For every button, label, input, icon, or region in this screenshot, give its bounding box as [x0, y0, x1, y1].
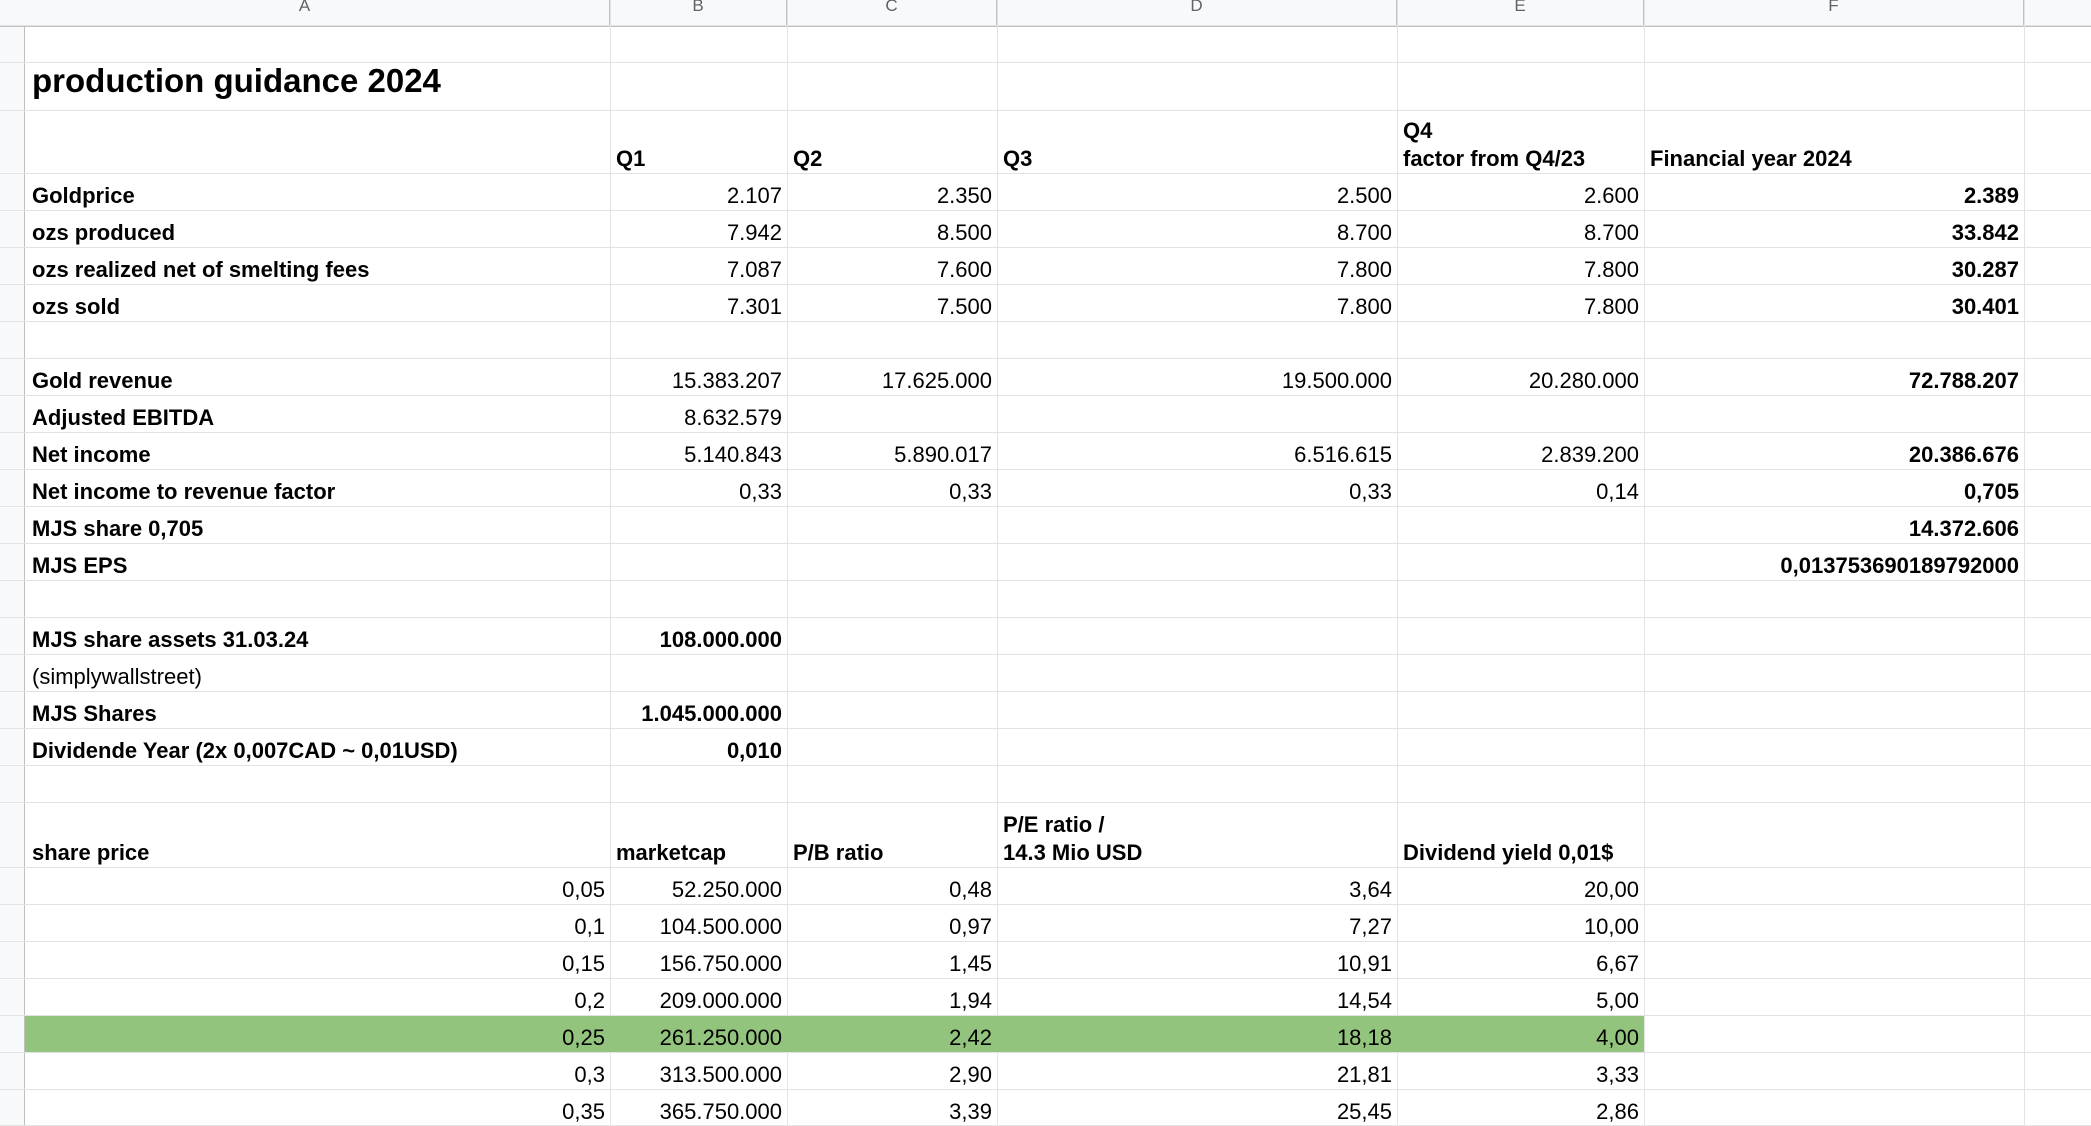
cell-q1[interactable]: 7.301: [726, 294, 782, 319]
header-pe-basis: 14.3 Mio USD: [1003, 840, 1143, 865]
cell-q3[interactable]: 7.800: [1336, 257, 1392, 282]
row-gridline: [0, 358, 2091, 359]
row-gridline: [0, 580, 2091, 581]
cell-marketcap[interactable]: 313.500.000: [659, 1062, 782, 1087]
cell-share-price[interactable]: 0,25: [562, 1025, 605, 1050]
header-q1[interactable]: Q1: [616, 146, 646, 171]
row-gridline: [0, 941, 2091, 942]
row-label[interactable]: MJS EPS: [32, 553, 128, 578]
dividend-value[interactable]: 0,010: [726, 738, 782, 763]
header-financial-year[interactable]: Financial year 2024: [1650, 146, 1852, 171]
cell-q3[interactable]: 7.800: [1336, 294, 1392, 319]
cell-marketcap[interactable]: 261.250.000: [659, 1025, 782, 1050]
cell-financial-year[interactable]: 30.401: [1951, 294, 2019, 319]
column-header-d[interactable]: D: [997, 0, 1397, 25]
column-gridline: [2024, 0, 2025, 1125]
cell-financial-year[interactable]: 33.842: [1951, 220, 2019, 245]
row-gridline: [0, 469, 2091, 470]
header-marketcap[interactable]: marketcap: [616, 840, 727, 865]
row-label[interactable]: ozs sold: [32, 294, 121, 319]
cell-share-price[interactable]: 0,3: [574, 1062, 605, 1087]
row-gridline: [0, 543, 2091, 544]
row-gridline: [0, 110, 2091, 111]
row-gridline: [0, 728, 2091, 729]
header-dividend-yield[interactable]: Dividend yield 0,01$: [1403, 840, 1614, 865]
row-gridline: [0, 802, 2091, 803]
row-label[interactable]: Goldprice: [32, 183, 135, 208]
header-q3[interactable]: Q3: [1003, 146, 1033, 171]
row-label[interactable]: Net income to revenue factor: [32, 479, 336, 504]
cell-q4[interactable]: 20.280.000: [1528, 368, 1639, 393]
cell-q3[interactable]: 8.700: [1336, 220, 1392, 245]
cell-q3[interactable]: 0,33: [1349, 479, 1392, 504]
cell-q4[interactable]: 7.800: [1583, 257, 1639, 282]
cell-pe-ratio[interactable]: 10,91: [1336, 951, 1392, 976]
cell-pb-ratio[interactable]: 1,94: [949, 988, 992, 1013]
cell-share-price[interactable]: 0,2: [574, 988, 605, 1013]
cell-pe-ratio[interactable]: 3,64: [1349, 877, 1392, 902]
cell-marketcap[interactable]: 365.750.000: [659, 1099, 782, 1124]
dividend-label[interactable]: Dividende Year (2x 0,007CAD ~ 0,01USD): [32, 738, 458, 763]
cell-q1[interactable]: 8.632.579: [684, 405, 782, 430]
cell-pe-ratio[interactable]: 18,18: [1336, 1025, 1392, 1050]
cell-pe-ratio[interactable]: 7,27: [1349, 914, 1392, 939]
cell-dividend-yield[interactable]: 10,00: [1583, 914, 1639, 939]
row-gridline: [0, 284, 2091, 285]
row-label[interactable]: MJS share 0,705: [32, 516, 204, 541]
cell-q2[interactable]: 7.500: [936, 294, 992, 319]
row-gridline: [0, 765, 2091, 766]
cell-q2[interactable]: 17.625.000: [881, 368, 992, 393]
cell-q2[interactable]: 5.890.017: [894, 442, 992, 467]
cell-pb-ratio[interactable]: 1,45: [949, 951, 992, 976]
cell-q4[interactable]: 7.800: [1583, 294, 1639, 319]
row-gridline: [0, 25, 2091, 26]
cell-financial-year[interactable]: 30.287: [1951, 257, 2019, 282]
cell-financial-year[interactable]: 0,705: [1963, 479, 2019, 504]
cell-financial-year[interactable]: 20.386.676: [1908, 442, 2019, 467]
cell-q1[interactable]: 0,33: [739, 479, 782, 504]
shares-label[interactable]: MJS Shares: [32, 701, 157, 726]
row-gridline: [0, 904, 2091, 905]
sheet-title[interactable]: production guidance 2024: [32, 62, 441, 99]
cell-marketcap[interactable]: 209.000.000: [659, 988, 782, 1013]
cell-q1[interactable]: 7.087: [726, 257, 782, 282]
cell-q1[interactable]: 7.942: [726, 220, 782, 245]
row-gridline: [0, 321, 2091, 322]
row-gridline: [0, 691, 2091, 692]
cell-marketcap[interactable]: 156.750.000: [659, 951, 782, 976]
cell-pb-ratio[interactable]: 0,97: [949, 914, 992, 939]
row-label[interactable]: Gold revenue: [32, 368, 173, 393]
header-share-price[interactable]: share price: [32, 840, 150, 865]
row-label[interactable]: Adjusted EBITDA: [32, 405, 215, 430]
cell-pe-ratio[interactable]: 14,54: [1336, 988, 1392, 1013]
share-assets-label[interactable]: MJS share assets 31.03.24: [32, 627, 309, 652]
cell-dividend-yield[interactable]: 4,00: [1596, 1025, 1639, 1050]
row-label[interactable]: Net income: [32, 442, 151, 467]
cell-q2[interactable]: 8.500: [936, 220, 992, 245]
cell-share-price[interactable]: 0,35: [562, 1099, 605, 1124]
row-gridline: [0, 617, 2091, 618]
row-header-gutter[interactable]: [0, 0, 25, 1125]
cell-pe-ratio[interactable]: 21,81: [1336, 1062, 1392, 1087]
row-gridline: [0, 247, 2091, 248]
cell-pb-ratio[interactable]: 0,48: [949, 877, 992, 902]
row-gridline: [0, 173, 2091, 174]
cell-financial-year[interactable]: 14.372.606: [1908, 516, 2019, 541]
share-assets-value[interactable]: 108.000.000: [659, 627, 782, 652]
cell-q3[interactable]: 2.500: [1336, 183, 1392, 208]
cell-q4[interactable]: 8.700: [1583, 220, 1639, 245]
column-header-b[interactable]: B: [610, 0, 787, 25]
cell-share-price[interactable]: 0,15: [562, 951, 605, 976]
row-gridline: [0, 978, 2091, 979]
column-header-bar: [0, 0, 2091, 27]
cell-q3[interactable]: 19.500.000: [1281, 368, 1392, 393]
cell-dividend-yield[interactable]: 2,86: [1596, 1099, 1639, 1124]
header-q2[interactable]: Q2: [793, 146, 823, 171]
cell-dividend-yield[interactable]: 20,00: [1583, 877, 1639, 902]
cell-pe-ratio[interactable]: 25,45: [1336, 1099, 1392, 1124]
cell-q1[interactable]: 2.107: [726, 183, 782, 208]
column-header-a[interactable]: A: [0, 0, 610, 25]
cell-pb-ratio[interactable]: 3,39: [949, 1099, 992, 1124]
cell-q4[interactable]: 2.600: [1583, 183, 1639, 208]
row-gridline: [0, 210, 2091, 211]
header-q4-factor: factor from Q4/23: [1403, 146, 1586, 171]
row-gridline: [0, 432, 2091, 433]
row-gridline: [0, 867, 2091, 868]
source-note[interactable]: (simplywallstreet): [32, 664, 202, 689]
cell-q2[interactable]: 2.350: [936, 183, 992, 208]
cell-pb-ratio[interactable]: 2,42: [949, 1025, 992, 1050]
row-gridline: [0, 395, 2091, 396]
shares-value[interactable]: 1.045.000.000: [641, 701, 782, 726]
header-q4[interactable]: Q4: [1403, 118, 1433, 143]
cell-marketcap[interactable]: 104.500.000: [659, 914, 782, 939]
cell-financial-year[interactable]: 2.389: [1963, 183, 2019, 208]
row-label[interactable]: ozs realized net of smelting fees: [32, 257, 370, 282]
cell-marketcap[interactable]: 52.250.000: [671, 877, 782, 902]
row-label[interactable]: ozs produced: [32, 220, 176, 245]
header-pb-ratio[interactable]: P/B ratio: [793, 840, 884, 865]
row-gridline: [0, 506, 2091, 507]
cell-share-price[interactable]: 0,1: [574, 914, 605, 939]
cell-q2[interactable]: 0,33: [949, 479, 992, 504]
cell-share-price[interactable]: 0,05: [562, 877, 605, 902]
header-pe-ratio[interactable]: P/E ratio /: [1003, 812, 1105, 837]
cell-pb-ratio[interactable]: 2,90: [949, 1062, 992, 1087]
cell-q3[interactable]: 6.516.615: [1294, 442, 1392, 467]
cell-q4[interactable]: 2.839.200: [1541, 442, 1639, 467]
cell-dividend-yield[interactable]: 3,33: [1596, 1062, 1639, 1087]
cell-dividend-yield[interactable]: 5,00: [1596, 988, 1639, 1013]
column-header-e[interactable]: E: [1397, 0, 1644, 25]
cell-q2[interactable]: 7.600: [936, 257, 992, 282]
cell-q1[interactable]: 15.383.207: [671, 368, 782, 393]
cell-financial-year[interactable]: 72.788.207: [1908, 368, 2019, 393]
cell-financial-year[interactable]: 0,013753690189792000: [1780, 553, 2019, 578]
column-header-c[interactable]: C: [787, 0, 997, 25]
row-gridline: [0, 654, 2091, 655]
row-gridline: [0, 1052, 2091, 1053]
cell-q4[interactable]: 0,14: [1596, 479, 1639, 504]
cell-q1[interactable]: 5.140.843: [684, 442, 782, 467]
row-gridline: [0, 1089, 2091, 1090]
column-header-f[interactable]: F: [1644, 0, 2024, 25]
cell-dividend-yield[interactable]: 6,67: [1596, 951, 1639, 976]
